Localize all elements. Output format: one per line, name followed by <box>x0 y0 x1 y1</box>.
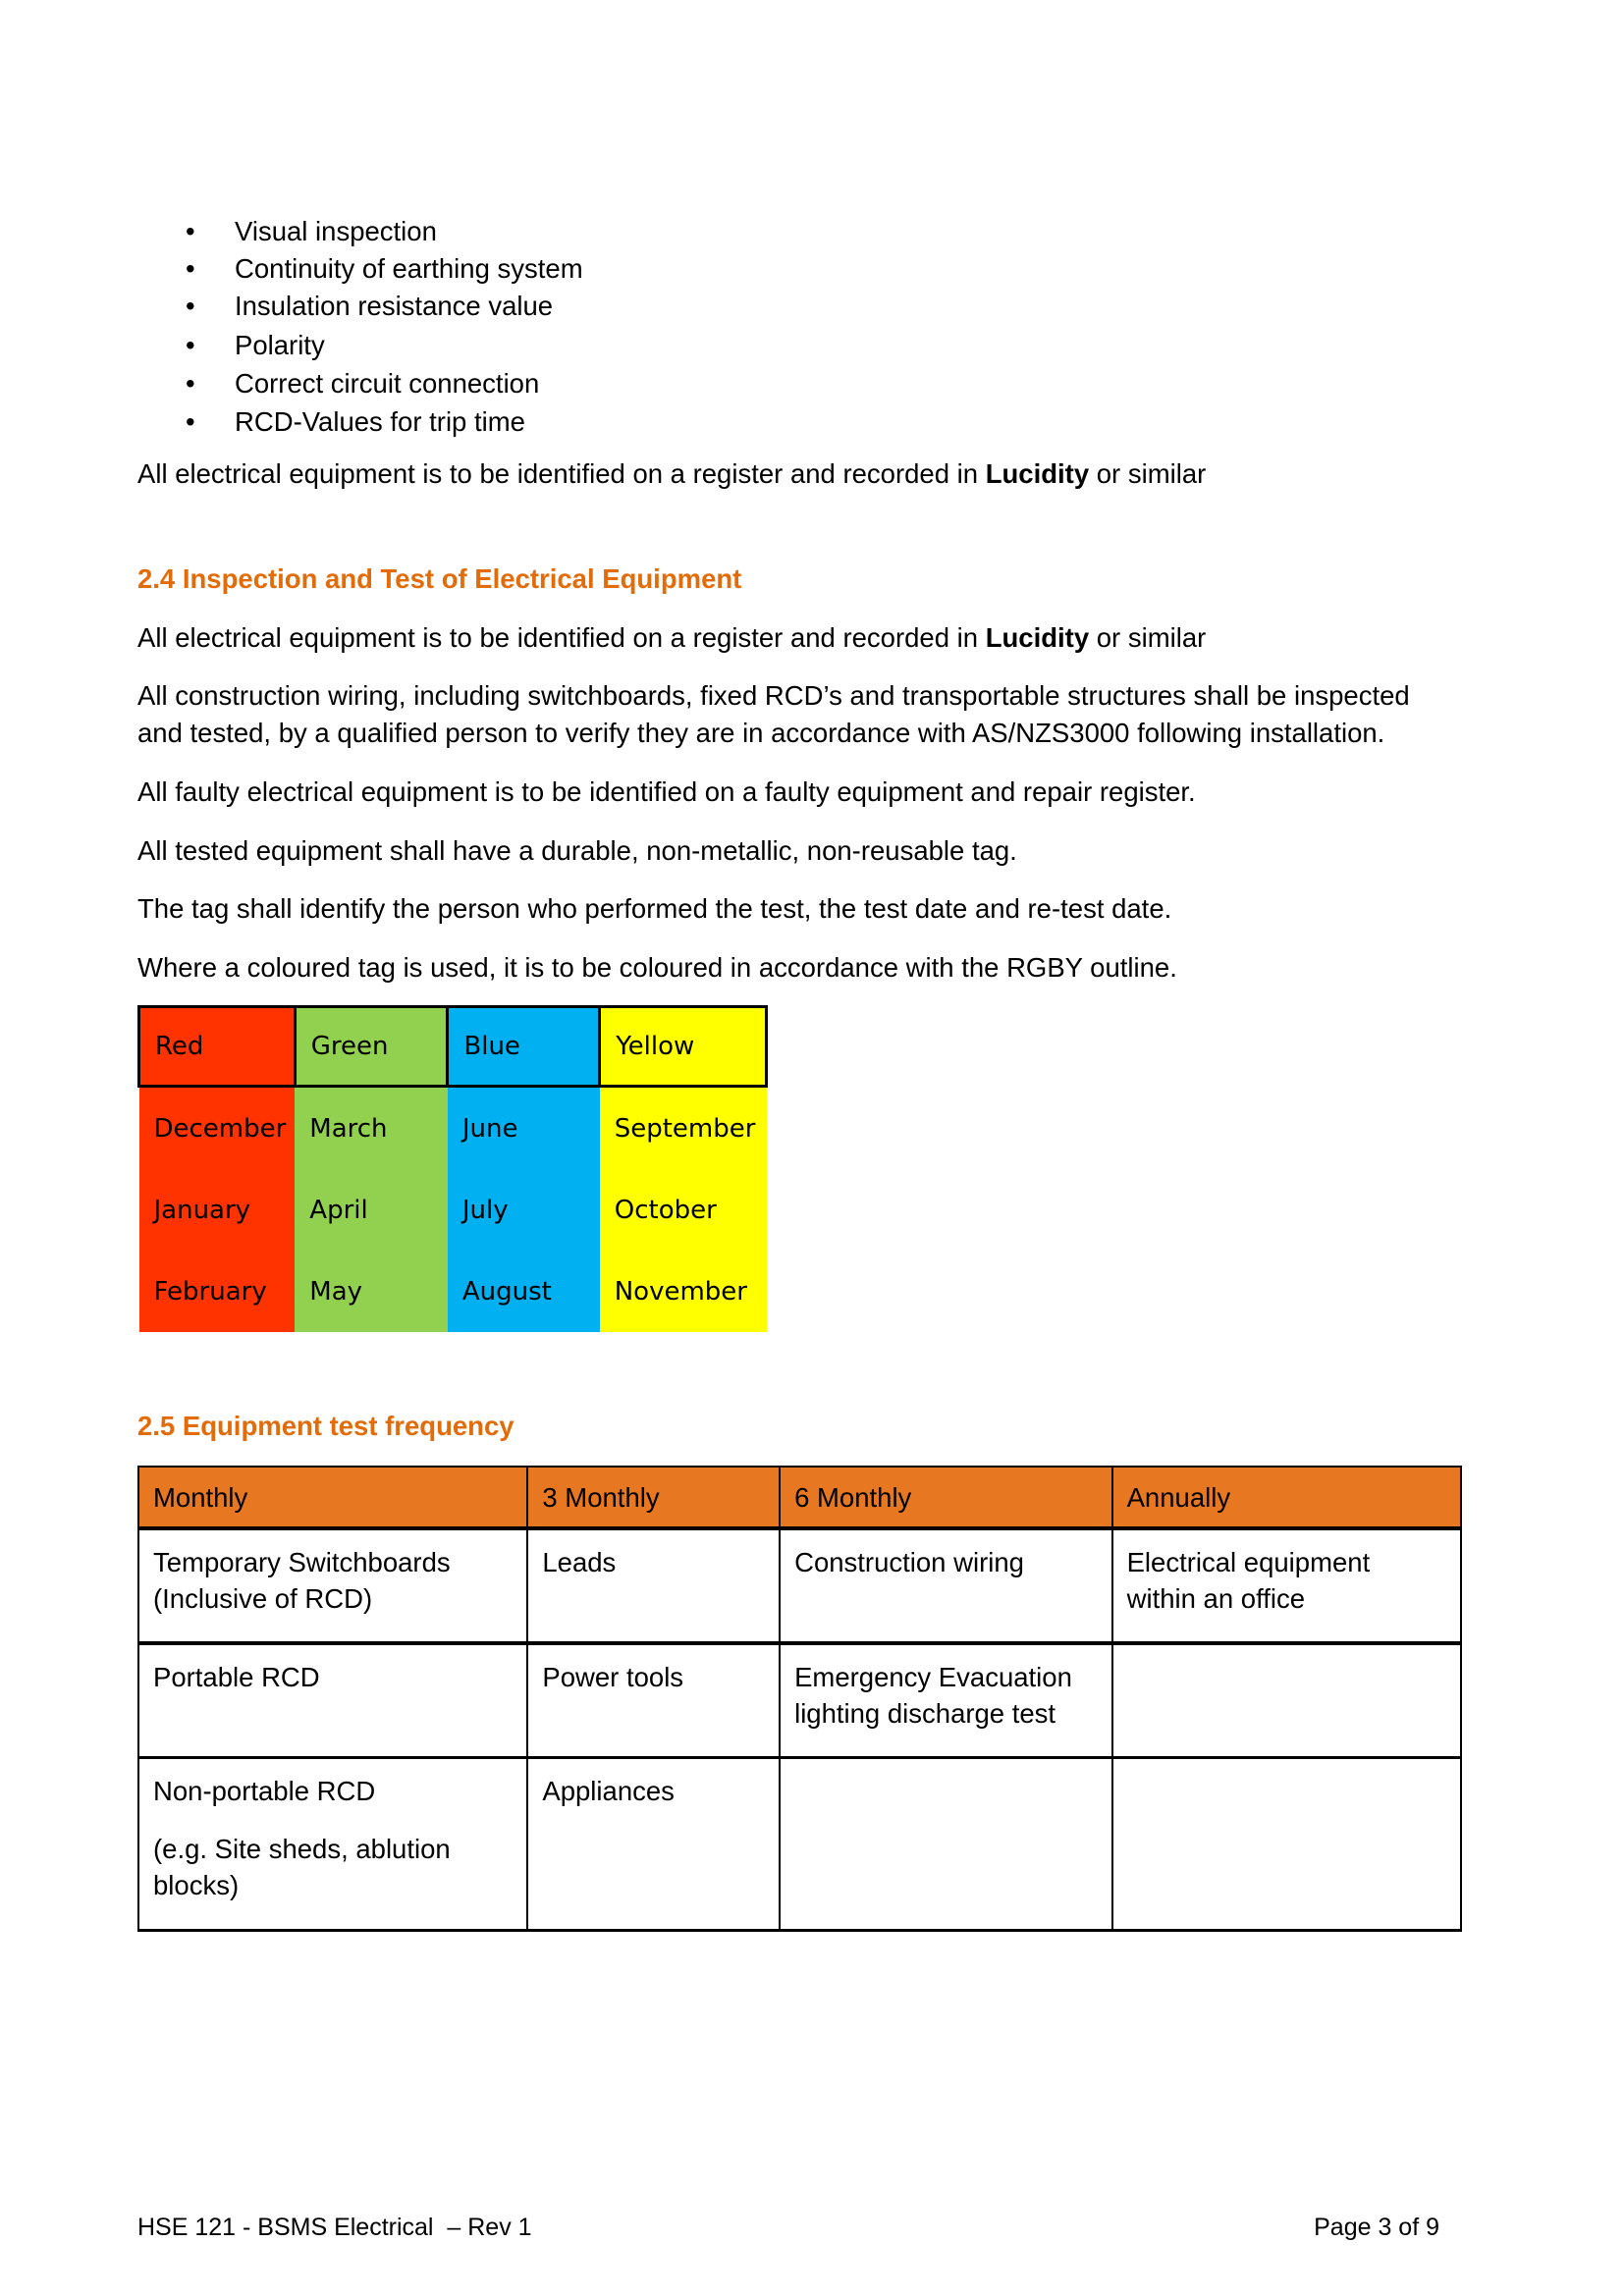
table-cell <box>138 1528 527 1643</box>
cell-line: Electrical equipment <box>1126 1547 1371 1577</box>
table-cell: December <box>139 1087 296 1170</box>
header-cell: 3 Monthly <box>527 1467 780 1528</box>
header-cell: Monthly <box>138 1467 527 1528</box>
bullet-text: RCD-Values for trip time <box>235 406 525 437</box>
paragraph: All tested equipment shall have a durable, non-metallic, non-reusable tag. <box>137 835 1017 866</box>
cell-line: Emergency Evacuation <box>794 1662 1072 1692</box>
bold-text: Lucidity <box>985 458 1090 489</box>
bullet-text: Correct circuit connection <box>235 368 540 399</box>
bullet-icon: • <box>186 330 195 360</box>
bullet-icon: • <box>186 291 195 321</box>
table-cell <box>780 1528 1112 1643</box>
bullet-text: Polarity <box>235 330 325 360</box>
cell-line: blocks) <box>153 1870 240 1900</box>
bullet-text: Continuity of earthing system <box>235 253 583 284</box>
paragraph: All faulty electrical equipment is to be identified on a faulty equipment and repair register. <box>137 776 1196 807</box>
bullet-icon: • <box>186 216 195 246</box>
table-cell: August <box>448 1251 600 1332</box>
paragraph-line: All construction wiring, including switchboards, fixed RCD’s and transportable structures shall be inspected <box>137 680 1410 711</box>
bullet-icon: • <box>186 406 195 437</box>
bold-text: Lucidity <box>985 622 1090 653</box>
table-cell: June <box>448 1087 600 1170</box>
rgby-tag-colour-table <box>137 1005 768 1332</box>
table-cell <box>138 1758 527 1931</box>
footer-document-id: HSE 121 - BSMS Electrical – Rev 1 <box>137 2214 532 2241</box>
table-cell <box>780 1643 1112 1758</box>
bullet-icon: • <box>186 253 195 284</box>
table-cell <box>1112 1643 1461 1758</box>
register-paragraph <box>137 458 1206 490</box>
table-cell <box>527 1528 780 1643</box>
table-cell <box>527 1758 780 1931</box>
bullet-text: Insulation resistance value <box>235 291 554 321</box>
table-row <box>138 1643 1461 1758</box>
table-row <box>139 1169 767 1251</box>
paragraph: The tag shall identify the person who performed the test, the test date and re-test date. <box>137 893 1172 924</box>
table-cell: September <box>600 1087 767 1170</box>
cell-line: Appliances <box>542 1776 675 1806</box>
cell-line: Leads <box>542 1547 617 1577</box>
text: All electrical equipment is to be identified on a register and recorded in <box>137 458 986 489</box>
table-cell: July <box>448 1169 600 1251</box>
paragraph <box>137 622 1206 654</box>
cell-line: (Inclusive of RCD) <box>153 1583 373 1614</box>
table-row <box>138 1758 1461 1931</box>
table-header-row <box>138 1467 1461 1528</box>
cell-line: lighting discharge test <box>794 1698 1056 1729</box>
equipment-test-frequency-table <box>137 1466 1462 1932</box>
table-row <box>138 1528 1461 1643</box>
header-cell: Annually <box>1112 1467 1461 1528</box>
text: or similar <box>1089 622 1207 653</box>
table-row <box>139 1251 767 1332</box>
table-cell: October <box>600 1169 767 1251</box>
cell-spacer <box>153 1809 513 1831</box>
header-cell-blue: Blue <box>448 1007 600 1087</box>
table-cell: February <box>139 1251 296 1332</box>
text: All electrical equipment is to be identified on a register and recorded in <box>137 622 986 653</box>
table-cell: April <box>295 1169 448 1251</box>
cell-line: Construction wiring <box>794 1547 1024 1577</box>
section-heading-2-5: 2.5 Equipment test frequency <box>137 1411 514 1441</box>
table-cell: January <box>139 1169 296 1251</box>
table-cell: November <box>600 1251 767 1332</box>
bullet-text: Visual inspection <box>235 216 437 246</box>
cell-line: Power tools <box>542 1662 684 1692</box>
cell-line: Portable RCD <box>153 1662 320 1692</box>
cell-line: (e.g. Site sheds, ablution <box>153 1834 451 1864</box>
cell-line: Temporary Switchboards <box>153 1547 451 1577</box>
footer-page-number: Page 3 of 9 <box>1314 2214 1439 2241</box>
table-cell: March <box>295 1087 448 1170</box>
header-cell-red: Red <box>139 1007 296 1087</box>
paragraph-line: and tested, by a qualified person to verify they are in accordance with AS/NZS3000 following installation. <box>137 718 1385 748</box>
table-header-row <box>139 1007 767 1087</box>
table-cell <box>780 1758 1112 1931</box>
cell-line: Non-portable RCD <box>153 1776 376 1806</box>
table-cell <box>527 1643 780 1758</box>
text: or similar <box>1089 458 1207 489</box>
cell-line: within an office <box>1126 1583 1306 1614</box>
table-cell <box>1112 1758 1461 1931</box>
header-cell-yellow: Yellow <box>600 1007 767 1087</box>
table-cell <box>138 1643 527 1758</box>
table-row <box>139 1087 767 1170</box>
bullet-icon: • <box>186 368 195 399</box>
header-cell: 6 Monthly <box>780 1467 1112 1528</box>
table-cell <box>1112 1528 1461 1643</box>
header-cell-green: Green <box>295 1007 448 1087</box>
table-cell: May <box>295 1251 448 1332</box>
section-heading-2-4: 2.4 Inspection and Test of Electrical Equipment <box>137 563 742 594</box>
paragraph: Where a coloured tag is used, it is to be coloured in accordance with the RGBY outline. <box>137 952 1177 983</box>
